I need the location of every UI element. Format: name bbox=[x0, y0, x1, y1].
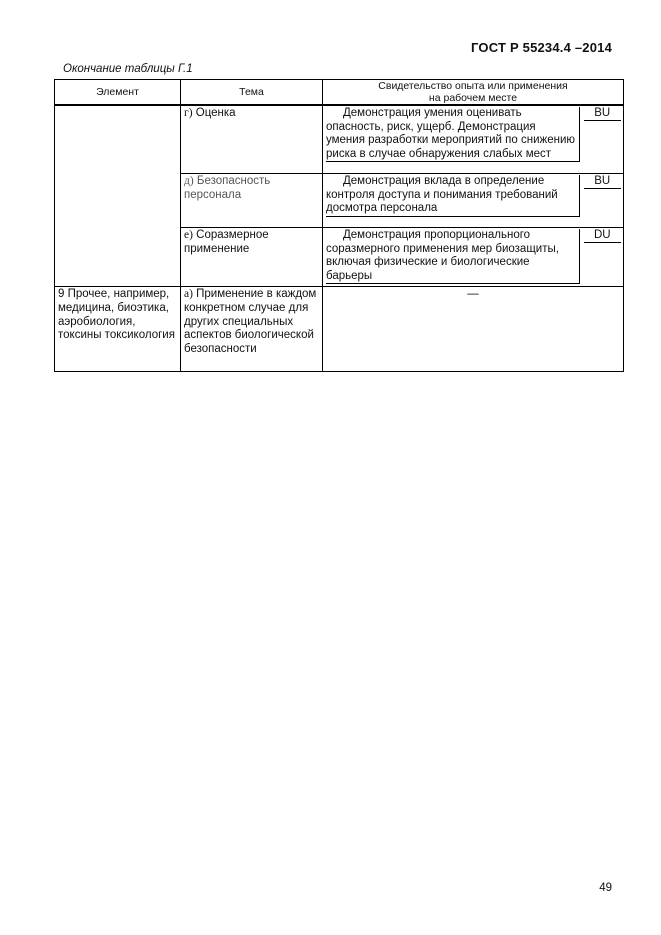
element-cell: 9 Прочее, например, медицина, биоэтика, аэробиология, токсины токсикология bbox=[55, 287, 181, 372]
table-header-row bbox=[55, 80, 624, 106]
table-row bbox=[55, 105, 624, 174]
evidence-text: Демонстрация умения оценивать опасность, риск, ущерб. Демонстрация умения разработки мероприятий по снижению риска в случае обнаружения слабых мест bbox=[326, 107, 580, 162]
topic-text: Применение в каждом конкретном случае для других специальных аспектов биологической безопасности bbox=[184, 288, 317, 355]
document-standard-code: ГОСТ Р 55234.4 –2014 bbox=[471, 40, 612, 55]
column-header-topic: Тема bbox=[181, 80, 323, 106]
requirements-table bbox=[54, 79, 624, 372]
topic-cell bbox=[181, 228, 323, 287]
topic-text: Безопасность персонала bbox=[184, 175, 271, 201]
page-number: 49 bbox=[599, 882, 612, 894]
topic-mark: д) bbox=[184, 175, 194, 187]
topic-mark: е) bbox=[184, 229, 193, 241]
topic-cell bbox=[181, 174, 323, 228]
code-cell bbox=[582, 105, 624, 174]
evidence-text: Демонстрация вклада в определение контроля доступа и понимания требований досмотра персонала bbox=[326, 175, 580, 217]
competence-code: BU bbox=[584, 175, 622, 189]
competence-code: DU bbox=[584, 229, 622, 243]
table-caption: Окончание таблицы Г.1 bbox=[63, 63, 193, 75]
topic-text: Оценка bbox=[195, 107, 236, 119]
column-header-evidence-text: Свидетельство опыта или применения на рабочем месте bbox=[378, 80, 568, 104]
table-row bbox=[55, 287, 624, 372]
evidence-cell bbox=[323, 228, 582, 287]
competence-code: BU bbox=[584, 107, 622, 121]
element-cell bbox=[55, 105, 181, 287]
topic-text: Соразмерное применение bbox=[184, 229, 269, 255]
topic-cell bbox=[181, 105, 323, 174]
code-cell bbox=[582, 228, 624, 287]
topic-mark: г) bbox=[184, 107, 193, 119]
topic-cell bbox=[181, 287, 323, 372]
evidence-cell: — bbox=[323, 287, 624, 372]
column-header-element: Элемент bbox=[55, 80, 181, 106]
topic-mark: а) bbox=[184, 288, 193, 301]
evidence-cell bbox=[323, 174, 582, 228]
column-header-evidence bbox=[323, 80, 624, 106]
evidence-text: Демонстрация пропорционального соразмерного применения мер биозащиты, включая физические и биологические барьеры bbox=[326, 229, 580, 284]
code-cell bbox=[582, 174, 624, 228]
evidence-cell bbox=[323, 105, 582, 174]
